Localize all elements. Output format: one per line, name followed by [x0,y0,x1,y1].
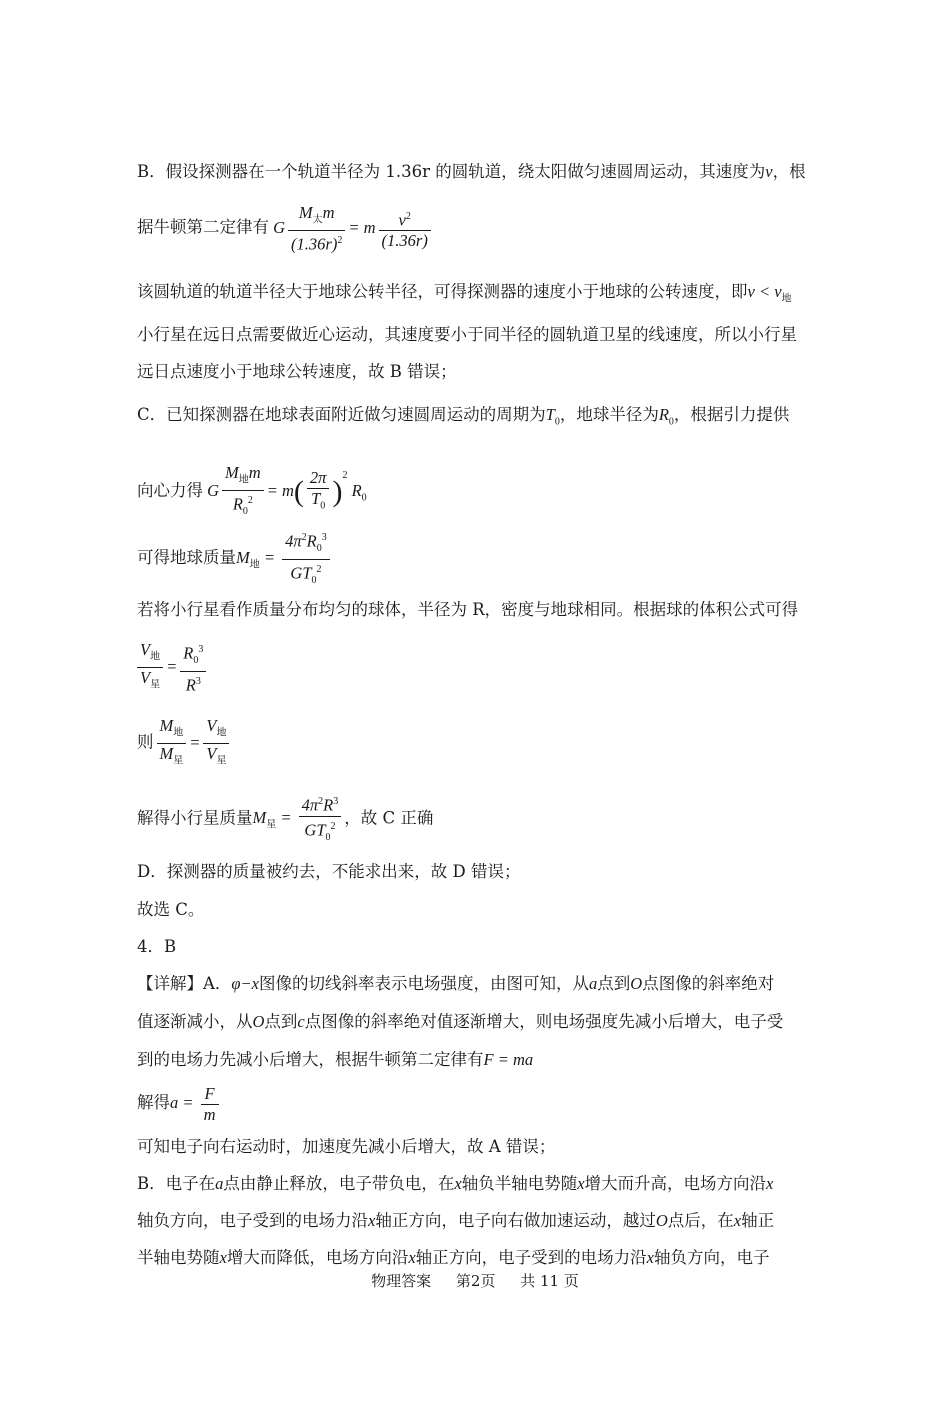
equation-earth-mass: $M_地$ = $\frac{4\pi^2R_0^3}{GT_0^2}$ [236,548,333,567]
text: 小行星在远日点需要做近心运动，其速度要小于同半径的圆轨道卫星的线速度，所以小行星 [137,325,797,344]
equation-volume-ratio: $\frac{V_地}{V_星}$ = $\frac{R_0^3}{R^3}$ [137,657,209,676]
fraction: $\frac{M_地m}{R_0^2}$ [222,463,264,522]
text: 远日点速度小于地球公转速度，故 B 错误； [137,362,457,381]
text: 点由静止释放，电子带负电，在 [223,1174,455,1193]
fraction: $\frac{4\pi^2R_0^3}{GT_0^2}$ [282,528,330,591]
math-O: O [252,1012,265,1031]
math-inequality: $v < v_地$ [747,282,792,305]
paragraph-c-line3 [137,528,810,591]
fraction: $\frac{2\pi}{T_0}$ [307,468,330,516]
footer-page-number: 第2页 [455,1272,496,1290]
text: 增大而升高，电场方向沿 [584,1174,767,1193]
text: 该圆轨道的轨道半径大于地球公转半径，可得探测器的速度小于地球的公转速度，即 [137,282,748,301]
fraction: $\frac{v^2}{(1.36r)}$ [379,207,431,252]
text: B．假设探测器在一个轨道半径为 1.36r 的圆轨道，绕太阳做匀速圆周运动，其速度为 [137,162,766,181]
text: 4．B [137,937,177,956]
footer-subject: 物理答案 [371,1272,432,1290]
text: 【详解】A． [137,974,232,993]
paragraph-b-line1 [137,160,810,184]
paragraph-c-line6 [137,716,810,772]
equation-newton-sun: G $\frac{M_太m}{(1.36r)^2}$ = m $\frac{v^2}{(1.36r)}$ [269,218,434,237]
paragraph-b-line3 [137,280,810,311]
text: 增大而降低，电场方向沿 [226,1248,409,1267]
equation-mass-ratio: $\frac{M_地}{M_星}$ = $\frac{V_地}{V_星}$ [154,733,233,752]
math-x: x [766,1174,774,1193]
math-x: x [733,1211,742,1230]
math-F-ma: F = ma [483,1050,534,1069]
text: ，地球半径为 [559,405,659,424]
fraction: $\frac{V_地}{V_星}$ [137,640,163,696]
question-4-answer [137,935,810,959]
explain-a-line1 [137,972,810,996]
paragraph-b-line5 [137,360,810,384]
math-v: v [765,162,773,181]
paragraph-c-line5 [137,640,810,696]
text: 轴负方向，电子 [653,1248,770,1267]
paragraph-b-line2 [137,203,810,255]
text: D．探测器的质量被约去，不能求出来，故 D 错误； [137,862,521,881]
text: C．已知探测器在地球表面附近做匀速圆周运动的周期为 [137,405,546,424]
paragraph-b-line4 [137,323,810,347]
math-x: x [408,1248,416,1267]
explain-a-line4 [137,1080,810,1126]
text: 半轴电势随 [137,1248,220,1267]
explain-a-line2 [137,1010,810,1034]
page-footer [0,1270,950,1291]
math-R0: $R_0$ [658,405,674,428]
paragraph-c-line2 [137,450,810,524]
text: 轴正方向，电子向右做加速运动，越过 [375,1211,656,1230]
explain-b-line3 [137,1246,810,1270]
fraction: $\frac{4\pi^2R^3}{GT_0^2}$ [299,792,342,847]
fraction: $\frac{M_地}{M_星}$ [157,716,187,772]
math-x: x [646,1248,654,1267]
math-O: O [655,1211,668,1230]
equation-acceleration: a = $\frac{F}{m}$ [170,1093,222,1112]
text: 可得地球质量 [137,548,236,568]
fraction: $\frac{V_地}{V_星}$ [203,716,229,772]
math-c: c [297,1012,305,1031]
fraction: $\frac{R_0^3}{R^3}$ [180,640,206,695]
paragraph-c-line7 [137,792,810,850]
text: 点到 [264,1012,298,1031]
paragraph-d [137,860,810,884]
math-phi-x: φ−x [231,974,260,993]
text: 图像的切线斜率表示电场强度，由图可知，从 [259,974,590,993]
paragraph-c-line4 [137,598,810,622]
text: ，根据引力提供 [673,405,790,424]
text: 到的电场力先减小后增大，根据牛顿第二定律有 [137,1050,484,1069]
math-x: x [577,1174,585,1193]
text: 则 [137,732,154,752]
fraction: $\frac{F}{m}$ [201,1084,219,1125]
text: 点图像的斜率绝对值逐渐增大，则电场强度先减小后增大，电子受 [304,1012,784,1031]
math-T0: $T_0$ [545,405,560,428]
text: 轴正 [741,1211,775,1230]
math-x: x [368,1211,376,1230]
text: 轴正方向，电子受到的电场力沿 [415,1248,647,1267]
text: 若将小行星看作质量分布均匀的球体，半径为 R，密度与地球相同。根据球的体积公式可得 [137,600,799,619]
fraction: $\frac{M_太m}{(1.36r)^2}$ [288,203,345,255]
explain-b-line2 [137,1209,810,1233]
text: 点到 [597,974,631,993]
explain-a-line3 [137,1048,810,1072]
text: 轴负半轴电势随 [461,1174,578,1193]
text: 故选 C。 [137,900,205,919]
text: ，故 C 正确 [344,808,434,828]
paragraph-c-line1 [137,403,810,434]
text: 值逐渐减小，从 [137,1012,253,1031]
answer-line [137,898,810,922]
text: ，根 [772,162,806,181]
text: 点后，在 [667,1211,734,1230]
text: 向心力得 [137,481,203,500]
math-x: x [454,1174,462,1193]
text: 轴负方向，电子受到的电场力沿 [137,1211,368,1230]
equation-asteroid-mass: $M_星$ = $\frac{4\pi^2R^3}{GT_0^2}$ [253,808,345,827]
math-O: O [630,974,643,993]
text: 解得小行星质量 [137,808,253,828]
text: B．电子在 [137,1174,216,1193]
text: 可知电子向右运动时，加速度先减小后增大，故 A 错误； [137,1137,556,1156]
footer-total-pages: 共 11 页 [520,1272,579,1290]
text: 据牛顿第二定律有 [137,217,269,237]
explain-a-line5 [137,1135,810,1159]
math-a: a [215,1174,224,1193]
equation-newton-earth: G $\frac{M_地m}{R_0^2}$ = m( $\frac{2\pi}{T_0}$ )$^2$ $R_0$ [203,481,367,500]
math-x: x [219,1248,227,1267]
math-a: a [589,974,598,993]
explain-b-line1 [137,1172,810,1196]
text: 解得 [137,1093,170,1112]
text: 点图像的斜率绝对 [642,974,775,993]
